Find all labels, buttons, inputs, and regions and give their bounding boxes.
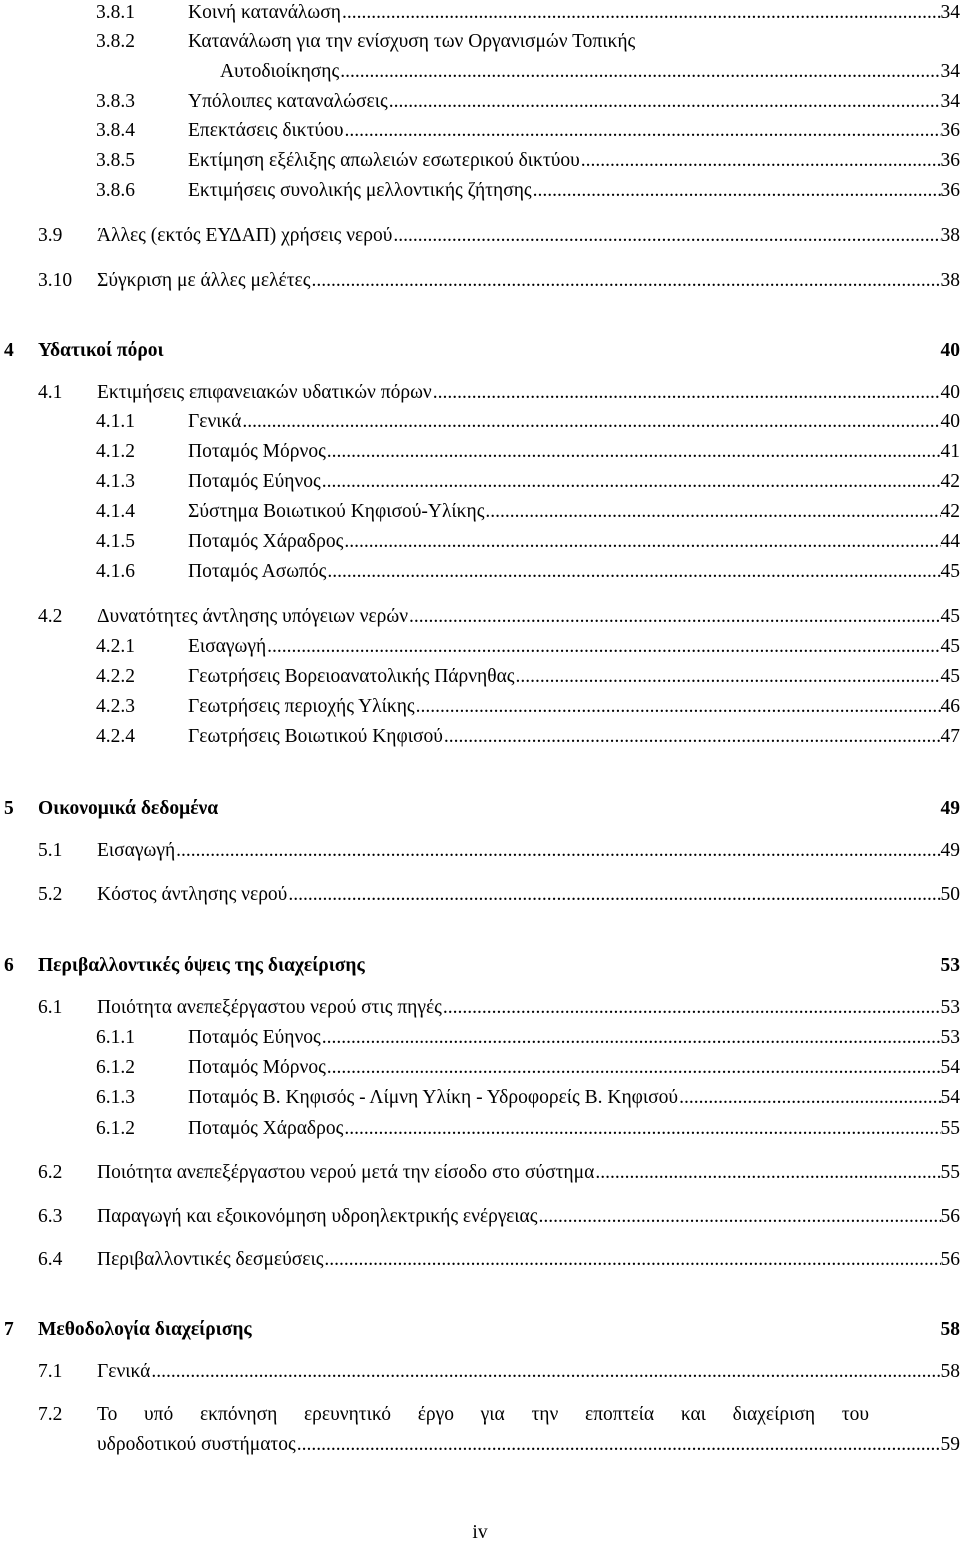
entry-title-continued: υδροδοτικού συστήματος <box>97 1434 296 1455</box>
entry-title: Σύστημα Βοιωτικού Κηφισού-Υλίκης <box>188 501 485 522</box>
entry-number: 6.1.2 <box>96 1057 135 1078</box>
entry-number: 3.8.6 <box>96 180 135 201</box>
toc-entry[interactable] <box>38 604 960 630</box>
entry-number: 4.1.2 <box>96 441 135 462</box>
toc-entry[interactable] <box>96 1025 960 1051</box>
leader-dots <box>415 694 941 720</box>
toc-entry[interactable] <box>38 838 960 864</box>
entry-page: 34 <box>940 91 960 112</box>
entry-title: Περιβαλλοντικές δεσμεύσεις <box>97 1249 324 1270</box>
entry-page: 45 <box>940 561 960 582</box>
toc-chapter[interactable] <box>4 796 960 822</box>
leader-dots <box>343 1116 940 1142</box>
entry-page: 54 <box>940 1057 960 1078</box>
entry-page: 36 <box>940 120 960 141</box>
entry-number: 4.2.3 <box>96 696 135 717</box>
leader-dots <box>321 469 941 495</box>
leader-dots <box>392 223 940 249</box>
entry-number: 6.1.2 <box>96 1118 135 1139</box>
entry-page: 53 <box>940 997 960 1018</box>
leader-dots <box>287 882 940 908</box>
toc-entry[interactable] <box>38 1204 960 1230</box>
entry-page: 53 <box>940 1027 960 1048</box>
entry-title: Ποταμός Ασωπός <box>188 561 327 582</box>
entry-title: Εκτιμήσεις συνολικής μελλοντικής ζήτησης <box>188 180 532 201</box>
title-word: την <box>531 1404 559 1425</box>
entry-title: Σύγκριση με άλλες μελέτες <box>97 270 311 291</box>
chapter-number: 5 <box>4 798 14 819</box>
entry-title: Γεωτρήσεις Βορειοανατολικής Πάρνηθας <box>188 666 515 687</box>
entry-title: Ποιότητα ανεπεξέργαστου νερού μετά την είσοδο στο σύστημα <box>97 1162 595 1183</box>
entry-title: Εισαγωγή <box>97 840 176 861</box>
entry-title-continued: Αυτοδιοίκησης <box>220 61 340 82</box>
toc-entry[interactable] <box>96 439 960 465</box>
toc-entry[interactable] <box>96 1055 960 1081</box>
leader-dots <box>341 0 941 26</box>
entry-title: Εκτιμήσεις επιφανειακών υδατικών πόρων <box>97 382 432 403</box>
entry-number: 4.1 <box>38 382 63 403</box>
entry-title: Ποταμός Χάραδρος <box>188 1118 344 1139</box>
entry-number: 6.1.1 <box>96 1027 135 1048</box>
toc-entry[interactable] <box>96 409 960 435</box>
chapter-page: 49 <box>940 798 960 819</box>
leader-dots <box>321 1025 941 1051</box>
leader-dots <box>443 724 941 750</box>
toc-entry[interactable] <box>96 118 960 144</box>
entry-page: 40 <box>940 382 960 403</box>
chapter-title: Οικονομικά δεδομένα <box>38 798 219 819</box>
entry-title: Ποταμός Μόρνος <box>188 1057 326 1078</box>
entry-number: 3.8.5 <box>96 150 135 171</box>
entry-title: Παραγωγή και εξοικονόμηση υδροηλεκτρικής ενέργειας <box>97 1206 538 1227</box>
entry-number: 4.1.1 <box>96 411 135 432</box>
entry-page: 38 <box>940 270 960 291</box>
leader-dots <box>310 268 940 294</box>
entry-number: 4.1.5 <box>96 531 135 552</box>
entry-page: 45 <box>940 666 960 687</box>
toc-entry[interactable] <box>38 1160 960 1186</box>
toc-entry[interactable] <box>96 1085 960 1111</box>
chapter-number: 7 <box>4 1319 14 1340</box>
entry-page: 45 <box>940 636 960 657</box>
entry-number: 7.2 <box>38 1404 63 1425</box>
toc-entry[interactable] <box>38 882 960 908</box>
entry-page: 58 <box>940 1361 960 1382</box>
entry-title <box>97 1402 869 1428</box>
entry-title: Δυνατότητες άντλησης υπόγειων νερών <box>97 606 409 627</box>
entry-title: Επεκτάσεις δικτύου <box>188 120 344 141</box>
entry-number: 6.4 <box>38 1249 63 1270</box>
title-word: υπό <box>144 1404 174 1425</box>
entry-title: Ποταμός Εύηνος <box>188 1027 321 1048</box>
entry-title: Υπόλοιπες καταναλώσεις <box>188 91 388 112</box>
chapter-title: Υδατικοί πόροι <box>38 340 164 361</box>
leader-dots <box>339 59 940 85</box>
entry-page: 34 <box>940 61 960 82</box>
entry-number: 6.3 <box>38 1206 63 1227</box>
page-number: iv <box>472 1522 488 1543</box>
leader-dots <box>432 380 941 406</box>
entry-page: 42 <box>940 471 960 492</box>
toc-entry[interactable] <box>96 499 960 525</box>
entry-title: Γενικά <box>97 1361 151 1382</box>
entry-title: Ποταμός Εύηνος <box>188 471 321 492</box>
leader-dots <box>515 664 941 690</box>
leader-dots <box>538 1204 941 1230</box>
toc-entry[interactable] <box>38 268 960 294</box>
entry-page: 42 <box>940 501 960 522</box>
toc-entry[interactable] <box>96 529 960 555</box>
entry-number: 3.8.3 <box>96 91 135 112</box>
entry-number: 4.1.4 <box>96 501 135 522</box>
entry-number: 4.2.2 <box>96 666 135 687</box>
entry-number: 4.2 <box>38 606 63 627</box>
entry-page: 40 <box>940 411 960 432</box>
leader-dots <box>344 118 941 144</box>
toc-entry[interactable] <box>96 634 960 660</box>
title-word: για <box>480 1404 505 1425</box>
toc-entry[interactable] <box>96 29 960 55</box>
entry-number: 3.8.2 <box>96 31 135 52</box>
toc-entry-continuation[interactable] <box>38 1432 960 1458</box>
leader-dots <box>484 499 940 525</box>
toc-chapter[interactable] <box>4 953 960 979</box>
entry-page: 36 <box>940 150 960 171</box>
leader-dots <box>326 1055 941 1081</box>
toc-entry[interactable] <box>96 89 960 115</box>
entry-title: Γεωτρήσεις Βοιωτικού Κηφισού <box>188 726 443 747</box>
chapter-page: 40 <box>940 340 960 361</box>
entry-page: 55 <box>940 1162 960 1183</box>
entry-page: 38 <box>940 225 960 246</box>
title-word: Το <box>97 1404 118 1425</box>
leader-dots <box>678 1085 940 1111</box>
entry-number: 5.1 <box>38 840 63 861</box>
entry-title: Γεωτρήσεις περιοχής Υλίκης <box>188 696 415 717</box>
toc-chapter[interactable] <box>4 338 960 364</box>
entry-title: Ποιότητα ανεπεξέργαστου νερού στις πηγές <box>97 997 442 1018</box>
toc-entry[interactable] <box>96 178 960 204</box>
chapter-title: Μεθοδολογία διαχείρισης <box>38 1319 252 1340</box>
title-word: έργο <box>417 1404 454 1425</box>
leader-dots <box>266 634 940 660</box>
entry-page: 54 <box>940 1087 960 1108</box>
leader-dots <box>594 1160 940 1186</box>
toc-entry[interactable] <box>38 223 960 249</box>
toc-entry-continuation[interactable] <box>96 59 960 85</box>
entry-number: 4.1.3 <box>96 471 135 492</box>
entry-page: 34 <box>940 2 960 23</box>
entry-title: Άλλες (εκτός ΕΥΔΑΠ) χρήσεις νερού <box>97 225 393 246</box>
toc-entry[interactable] <box>38 1402 960 1428</box>
entry-title: Κόστος άντλησης νερού <box>97 884 288 905</box>
title-word: εκπόνηση <box>199 1404 278 1425</box>
title-word: ερευνητικό <box>303 1404 391 1425</box>
entry-number: 5.2 <box>38 884 63 905</box>
entry-number: 6.1 <box>38 997 63 1018</box>
entry-title: Κατανάλωση για την ενίσχυση των Οργανισμών Τοπικής <box>188 31 636 52</box>
toc-entry[interactable] <box>96 469 960 495</box>
entry-page: 49 <box>940 840 960 861</box>
toc-entry[interactable] <box>38 1247 960 1273</box>
chapter-number: 4 <box>4 340 14 361</box>
leader-dots <box>296 1432 941 1458</box>
entry-page: 46 <box>940 696 960 717</box>
toc-entry[interactable] <box>38 380 960 406</box>
entry-number: 3.8.4 <box>96 120 135 141</box>
toc-entry[interactable] <box>96 1116 960 1142</box>
entry-page: 45 <box>940 606 960 627</box>
leader-dots <box>580 148 941 174</box>
chapter-page: 53 <box>940 955 960 976</box>
entry-title: Εισαγωγή <box>188 636 267 657</box>
entry-page: 50 <box>940 884 960 905</box>
leader-dots <box>326 439 941 465</box>
leader-dots <box>388 89 941 115</box>
chapter-title: Περιβαλλοντικές όψεις της διαχείρισης <box>38 955 365 976</box>
entry-page: 47 <box>940 726 960 747</box>
toc-entry[interactable] <box>96 148 960 174</box>
entry-page: 56 <box>940 1249 960 1270</box>
title-word: διαχείριση <box>732 1404 816 1425</box>
leader-dots <box>323 1247 940 1273</box>
entry-title: Ποταμός Μόρνος <box>188 441 326 462</box>
entry-number: 7.1 <box>38 1361 63 1382</box>
entry-page: 41 <box>940 441 960 462</box>
entry-number: 3.10 <box>38 270 73 291</box>
title-word: εποπτεία <box>585 1404 655 1425</box>
leader-dots <box>150 1359 940 1385</box>
leader-dots <box>408 604 940 630</box>
toc-entry[interactable] <box>96 0 960 26</box>
title-word: του <box>841 1404 869 1425</box>
toc-entry[interactable] <box>96 724 960 750</box>
entry-number: 4.1.6 <box>96 561 135 582</box>
toc-entry[interactable] <box>96 559 960 585</box>
toc-entry[interactable] <box>96 664 960 690</box>
entry-number: 6.1.3 <box>96 1087 135 1108</box>
toc-entry[interactable] <box>38 1359 960 1385</box>
toc-chapter[interactable] <box>4 1317 960 1343</box>
entry-title: Κοινή κατανάλωση <box>188 2 341 23</box>
entry-title: Γενικά <box>188 411 242 432</box>
entry-page: 55 <box>940 1118 960 1139</box>
entry-number: 3.9 <box>38 225 63 246</box>
entry-number: 6.2 <box>38 1162 63 1183</box>
entry-title: Ποταμός Χάραδρος <box>188 531 344 552</box>
entry-page: 56 <box>940 1206 960 1227</box>
leader-dots <box>241 409 940 435</box>
leader-dots <box>532 178 941 204</box>
entry-title: Εκτίμηση εξέλιξης απωλειών εσωτερικού δικτύου <box>188 150 580 171</box>
toc-entry[interactable] <box>38 995 960 1021</box>
entry-number: 3.8.1 <box>96 2 135 23</box>
leader-dots <box>343 529 940 555</box>
toc-entry[interactable] <box>96 694 960 720</box>
entry-page: 59 <box>940 1434 960 1455</box>
entry-title: Ποταμός Β. Κηφισός - Λίμνη Υλίκη - Υδροφορείς Β. Κηφισού <box>188 1087 679 1108</box>
title-word: και <box>680 1404 706 1425</box>
entry-page: 44 <box>940 531 960 552</box>
entry-page: 36 <box>940 180 960 201</box>
leader-dots <box>175 838 940 864</box>
leader-dots <box>326 559 940 585</box>
entry-number: 4.2.1 <box>96 636 135 657</box>
leader-dots <box>442 995 941 1021</box>
chapter-page: 58 <box>940 1319 960 1340</box>
chapter-number: 6 <box>4 955 14 976</box>
entry-number: 4.2.4 <box>96 726 135 747</box>
